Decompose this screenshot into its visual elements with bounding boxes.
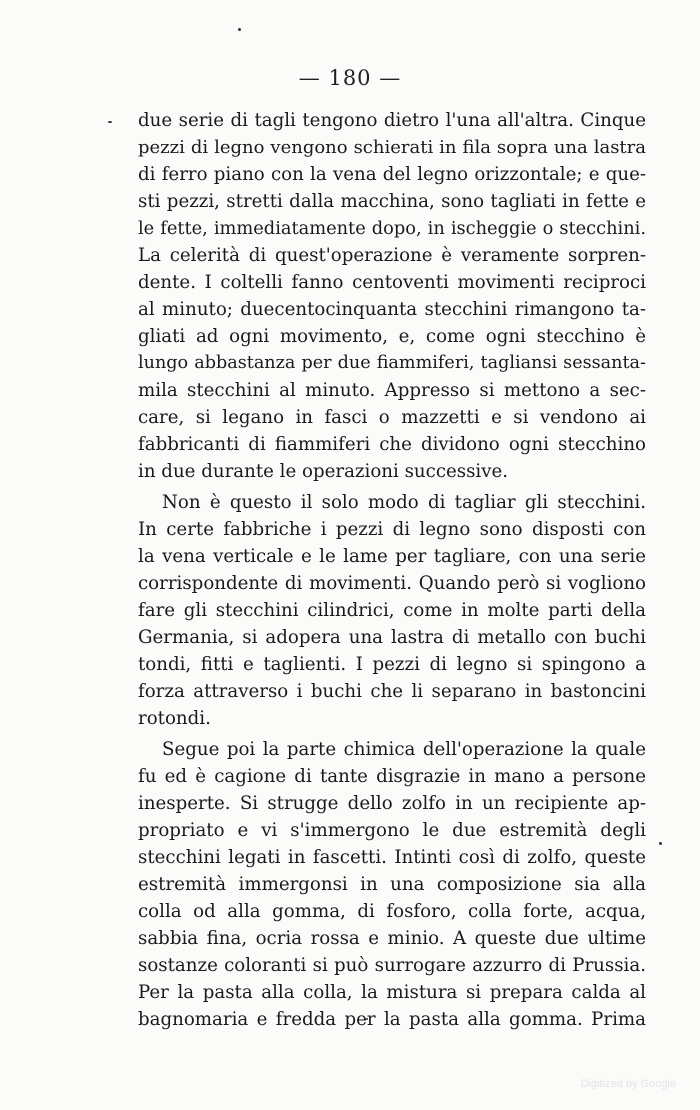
text-line: gliati ad ogni movimento, e, come ogni stecchino è xyxy=(138,326,646,347)
text-line: le fette, immediatamente dopo, in ischeggie o stecchini. xyxy=(138,218,646,239)
text-line: estremità immergonsi in una composizione sia alla xyxy=(138,874,646,895)
text-line: forza attraverso i buchi che li separano in bastoncini xyxy=(138,681,646,702)
body-text xyxy=(138,107,646,1033)
paragraph-2 xyxy=(138,489,646,732)
text-line: Segue poi la parte chimica dell'operazione la quale xyxy=(162,739,646,760)
text-line: bagnomaria e fredda per la pasta alla gomma. Prima xyxy=(138,1009,646,1030)
text-line: In certe fabbriche i pezzi di legno sono disposti con xyxy=(138,519,646,540)
text-line: la vena verticale e le lame per tagliare, con una serie xyxy=(138,546,646,567)
paragraph-1 xyxy=(138,107,646,485)
text-line: tondi, fitti e taglienti. I pezzi di legno si spingono a xyxy=(138,654,646,675)
ink-speck xyxy=(108,121,112,123)
text-line: Non è questo il solo modo di tagliar gli stecchini. xyxy=(162,492,646,513)
text-line: fare gli stecchini cilindrici, come in molte parti della xyxy=(138,600,646,621)
text-line: La celerità di quest'operazione è veramente sorpren- xyxy=(138,245,646,266)
text-line: colla od alla gomma, di fosforo, colla forte, acqua, xyxy=(138,901,646,922)
text-line: care, si legano in fasci o mazzetti e si vendono ai xyxy=(138,407,646,428)
text-line: stecchini legati in fascetti. Intinti così di zolfo, queste xyxy=(138,847,646,868)
text-line: lungo abbastanza per due fiammiferi, tagliansi sessanta- xyxy=(138,353,646,373)
text-line: sti pezzi, stretti dalla macchina, sono tagliati in fette e xyxy=(138,191,646,212)
text-line: sabbia fina, ocria rossa e minio. A queste due ultime xyxy=(138,928,646,949)
text-line: corrispondente di movimenti. Quando però si vogliono xyxy=(138,573,646,594)
text-line: due serie di tagli tengono dietro l'una all'altra. Cinque xyxy=(138,110,646,131)
digitization-watermark: Digitized by Google xyxy=(580,1078,676,1090)
text-line: fabbricanti di fiammiferi che dividono ogni stecchino xyxy=(138,434,646,455)
text-line: sostanze coloranti si può surrogare azzurro di Prussia. xyxy=(138,955,646,976)
text-line: al minuto; duecentocinquanta stecchini rimangono ta- xyxy=(138,299,646,320)
text-line: inesperte. Si strugge dello zolfo in un recipiente ap- xyxy=(138,793,646,814)
text-line: rotondi. xyxy=(138,708,211,729)
text-line: pezzi di legno vengono schierati in fila sopra una lastra xyxy=(138,137,646,158)
text-line: propriato e vi s'immergono le due estremità degli xyxy=(138,820,646,841)
text-line: in due durante le operazioni successive. xyxy=(138,461,509,482)
text-line: dente. I coltelli fanno centoventi movimenti reciproci xyxy=(138,272,646,293)
text-line: Germania, si adopera una lastra di metallo con buchi xyxy=(138,627,646,648)
ink-speck xyxy=(659,842,662,845)
text-line: di ferro piano con la vena del legno orizzontale; e que- xyxy=(138,164,646,185)
text-line: mila stecchini al minuto. Appresso si mettono a sec- xyxy=(138,380,646,401)
page-number: — 180 — xyxy=(298,66,402,90)
text-line: Per la pasta alla colla, la mistura si prepara calda al xyxy=(138,982,646,1003)
ink-speck xyxy=(238,28,241,31)
text-line: fu ed è cagione di tante disgrazie in mano a persone xyxy=(138,766,646,787)
paragraph-3 xyxy=(138,736,646,1033)
